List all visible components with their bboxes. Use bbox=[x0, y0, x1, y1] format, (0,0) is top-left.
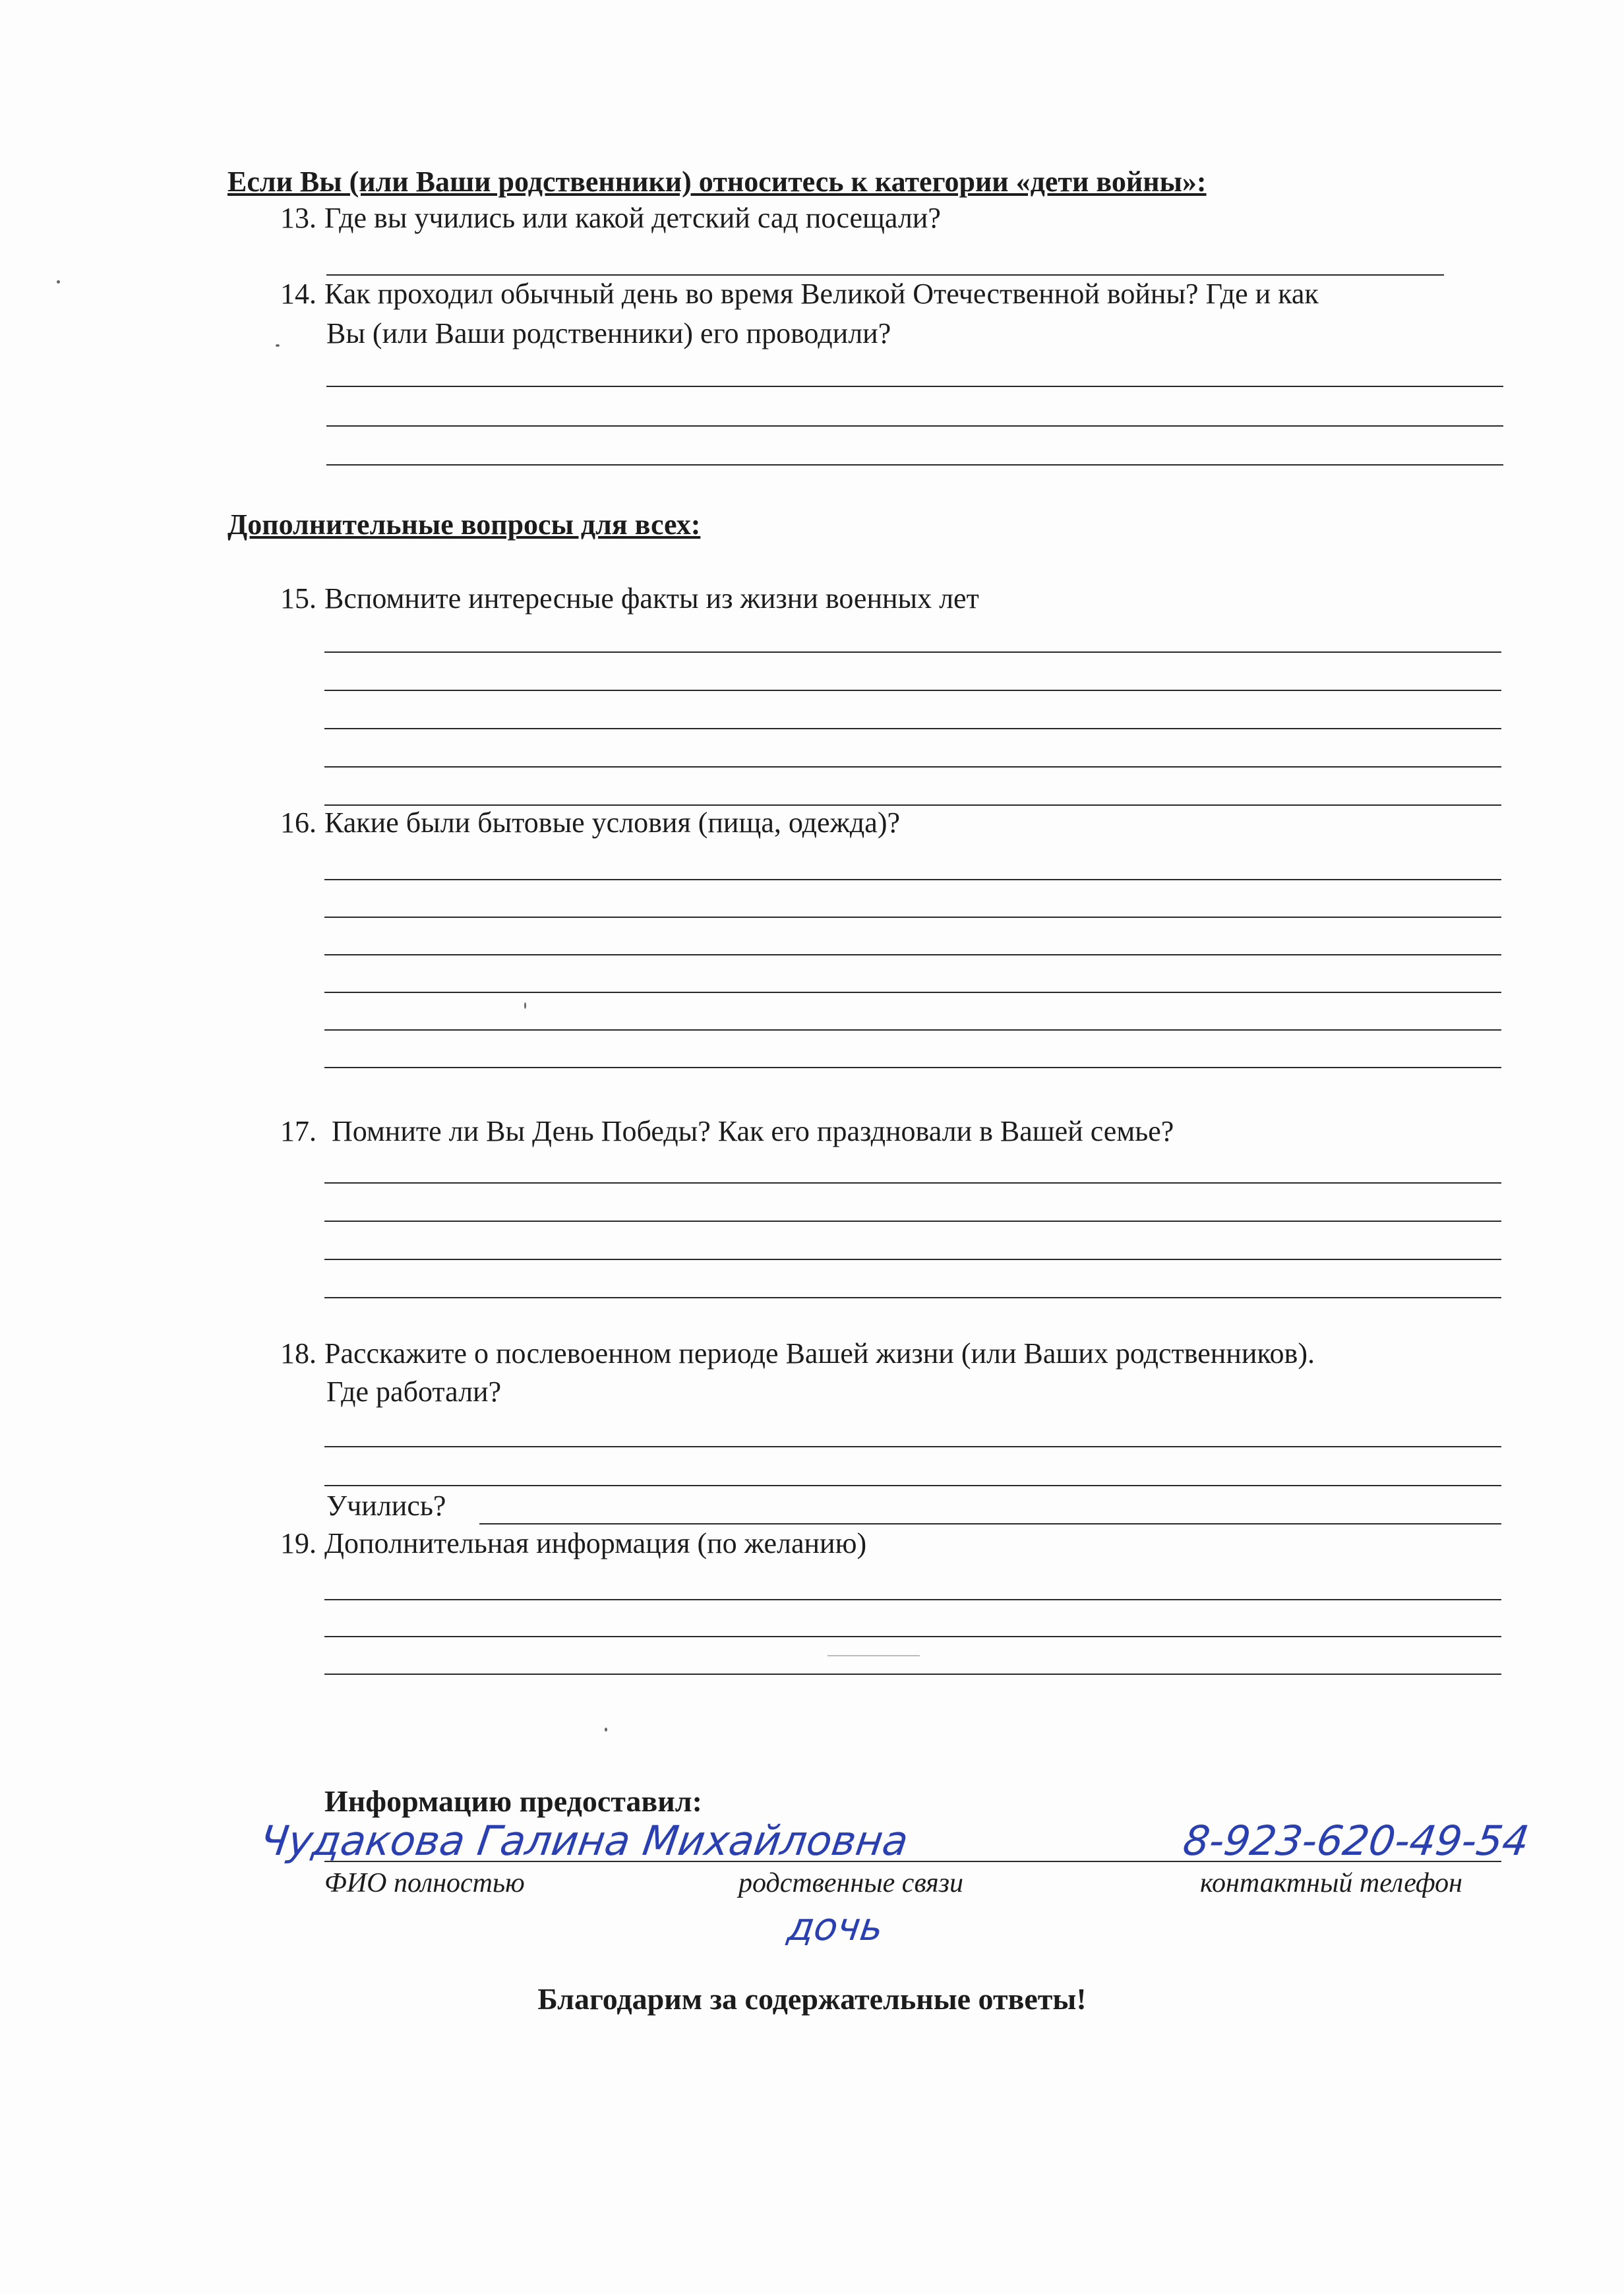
answer-line-17-4[interactable] bbox=[324, 1297, 1501, 1298]
question-14 bbox=[269, 277, 1319, 311]
answer-line-18-2[interactable] bbox=[324, 1485, 1501, 1486]
handwritten-relation: дочь bbox=[785, 1904, 886, 1949]
question-18-text: Расскажите о послевоенном периоде Вашей жизни (или Ваших родственников). bbox=[324, 1337, 1315, 1370]
signature-title: Информацию предоставил: bbox=[324, 1784, 702, 1818]
scan-speck bbox=[57, 280, 60, 284]
question-18 bbox=[269, 1337, 1315, 1370]
question-13 bbox=[269, 201, 941, 235]
answer-line-19-2[interactable] bbox=[324, 1636, 1501, 1637]
question-16-text: Какие были бытовые условия (пища, одежда)? bbox=[324, 806, 901, 839]
answer-line-16-6[interactable] bbox=[324, 1067, 1501, 1068]
scan-speck bbox=[276, 344, 280, 347]
answer-line-17-2[interactable] bbox=[324, 1221, 1501, 1222]
answer-line-19-3[interactable] bbox=[324, 1674, 1501, 1675]
answer-line-15-4[interactable] bbox=[324, 766, 1501, 768]
question-17 bbox=[269, 1114, 1174, 1148]
answer-line-16-5[interactable] bbox=[324, 1029, 1501, 1031]
scan-speck bbox=[524, 1002, 526, 1009]
caption-relation: родственные связи bbox=[738, 1868, 964, 1898]
question-16 bbox=[269, 806, 900, 839]
answer-line-16-4[interactable] bbox=[324, 992, 1501, 993]
question-14-text-continued: Вы (или Ваши родственники) его проводили? bbox=[326, 317, 891, 349]
question-13-number: 13. bbox=[280, 202, 316, 234]
question-15 bbox=[269, 582, 979, 615]
signature-line[interactable] bbox=[324, 1861, 1501, 1862]
answer-line-16-3[interactable] bbox=[324, 954, 1501, 955]
answer-line-15-3[interactable] bbox=[324, 728, 1501, 729]
question-18-studied-label: Учились? bbox=[326, 1490, 446, 1522]
question-19-number: 19. bbox=[280, 1527, 316, 1559]
answer-line-15-2[interactable] bbox=[324, 690, 1501, 691]
question-18-number: 18. bbox=[280, 1337, 316, 1370]
answer-line-16-1[interactable] bbox=[324, 879, 1501, 880]
section-heading-additional: Дополнительные вопросы для всех: bbox=[227, 508, 701, 541]
caption-full-name: ФИО полностью bbox=[324, 1868, 525, 1898]
question-14-text: Как проходил обычный день во время Великой Отечественной войны? Где и как bbox=[324, 278, 1319, 310]
question-19-text: Дополнительная информация (по желанию) bbox=[324, 1527, 867, 1559]
answer-line-14-1[interactable] bbox=[326, 386, 1503, 387]
answer-line-19-1[interactable] bbox=[324, 1599, 1501, 1600]
answer-line-18-1[interactable] bbox=[324, 1446, 1501, 1447]
answer-line-14-3[interactable] bbox=[326, 464, 1503, 466]
answer-line-14-2[interactable] bbox=[326, 425, 1503, 427]
answer-line-18-studied[interactable] bbox=[479, 1523, 1501, 1524]
question-16-number: 16. bbox=[280, 806, 316, 839]
question-15-text: Вспомните интересные факты из жизни военных лет bbox=[324, 582, 979, 615]
answer-line-17-1[interactable] bbox=[324, 1182, 1501, 1184]
question-18-text-continued: Где работали? bbox=[326, 1375, 502, 1408]
handwritten-phone: 8-923-620-49-54 bbox=[1180, 1817, 1532, 1865]
scan-mark bbox=[827, 1655, 920, 1656]
answer-line-16-2[interactable] bbox=[324, 917, 1501, 918]
section-heading-children-of-war: Если Вы (или Ваши родственники) относитесь к категории «дети войны»: bbox=[227, 166, 1207, 198]
caption-phone: контактный телефон bbox=[1200, 1868, 1462, 1898]
answer-line-17-3[interactable] bbox=[324, 1259, 1501, 1260]
scan-speck bbox=[605, 1728, 607, 1732]
question-17-number: 17. bbox=[280, 1115, 316, 1147]
closing-thanks: Благодарим за содержательные ответы! bbox=[537, 1982, 1087, 2016]
question-13-text: Где вы учились или какой детский сад посещали? bbox=[324, 202, 941, 234]
answer-line-15-1[interactable] bbox=[324, 651, 1501, 653]
answer-line-13-1[interactable] bbox=[326, 274, 1444, 276]
question-15-number: 15. bbox=[280, 582, 316, 615]
question-17-text: Помните ли Вы День Победы? Как его праздновали в Вашей семье? bbox=[324, 1115, 1174, 1147]
handwritten-full-name: Чудакова Галина Михайловна bbox=[256, 1817, 911, 1865]
question-14-number: 14. bbox=[280, 278, 316, 310]
question-19 bbox=[269, 1526, 866, 1560]
